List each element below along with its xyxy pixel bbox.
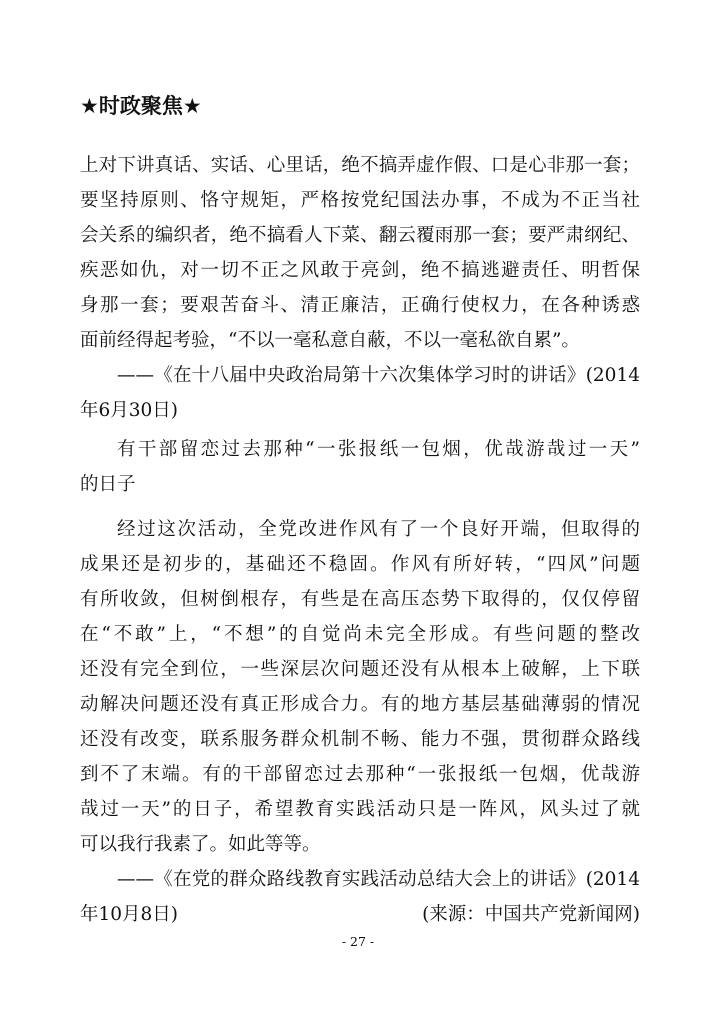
citation-line: 年6月30日) [80,400,179,421]
paragraph-line: 会关系的编织者，绝不搞看人下菜、翻云覆雨那一套；要严肃纲纪、 [80,225,640,246]
subtitle-line: 的日子 [80,474,136,495]
citation-line: ——《在十八届中央政治局第十六次集体学习时的讲话》(2014 [117,365,640,386]
paragraph-line: 经过这次活动，全党改进作风有了一个良好开端，但取得的 [117,519,640,540]
paragraph-line: 疾恶如仇，对一切不正之风敢于亮剑，绝不搞逃避责任、明哲保 [80,260,640,281]
paragraph-line: 哉过一天”的日子，希望教育实践活动只是一阵风，风头过了就 [80,799,640,820]
quote-section-2 [80,512,640,932]
source-note: (来源：中国共产党新闻网) [422,904,640,925]
citation-line: ——《在党的群众路线教育实践活动总结大会上的讲话》(2014 [117,869,640,890]
quote-section-1 [80,148,640,428]
paragraph-line: 到不了末端。有的干部留恋过去那种“一张报纸一包烟，优哉游 [80,764,640,785]
citation-source-row [80,897,640,932]
paragraph-line: 有所收敛，但树倒根存，有些是在高压态势下取得的，仅仅停留 [80,589,640,610]
paragraph-line: 还没有完全到位，一些深层次问题还没有从根本上破解，上下联 [80,659,640,680]
subtitle-line: 有干部留恋过去那种“一张报纸一包烟，优哉游哉过一天” [117,439,640,460]
paragraph-line: 可以我行我素了。如此等等。 [80,834,321,855]
paragraph-line: 动解决问题还没有真正形成合力。有的地方基层基础薄弱的情况 [80,694,640,715]
paragraph-line: 还没有改变，联系服务群众机制不畅、能力不强，贯彻群众路线 [80,729,640,750]
paragraph-line: 要坚持原则、恪守规矩，严格按党纪国法办事，不成为不正当社 [80,190,640,211]
paragraph-line: 面前经得起考验，“不以一毫私意自蔽，不以一毫私欲自累”。 [80,330,580,351]
section-heading: ★时政聚焦★ [80,94,202,118]
paragraph-line: 上对下讲真话、实话、心里话，绝不搞弄虚作假、口是心非那一套； [80,155,640,176]
paragraph-line: 在“不敢”上，“不想”的自觉尚未完全形成。有些问题的整改 [80,624,640,645]
paragraph-line: 成果还是初步的，基础还不稳固。作风有所好转，“四风”问题 [80,554,640,575]
citation-date: 年10月8日) [80,904,179,925]
page-number: - 27 - [341,934,375,949]
paragraph-line: 身那一套；要艰苦奋斗、清正廉洁，正确行使权力，在各种诱惑 [80,295,640,316]
subtitle-block [80,432,640,502]
